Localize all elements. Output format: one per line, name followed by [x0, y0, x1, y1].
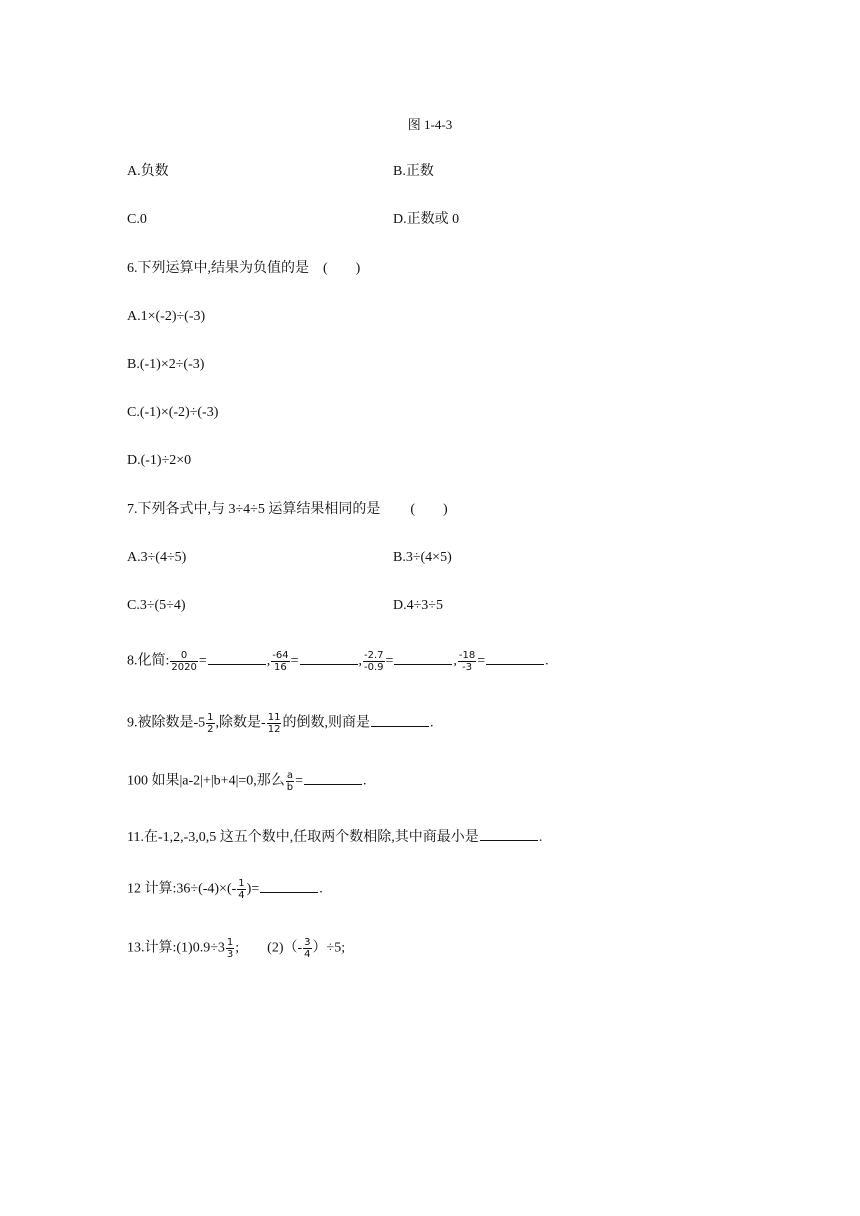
q13-fraction-2 [303, 937, 311, 960]
q10-fraction-num: a [286, 770, 294, 781]
q7-option-a: A.3÷(4÷5) [127, 550, 187, 565]
q10-text-1: 100 如果|a-2|+|b+4|=0,那么 [127, 773, 285, 789]
q9-text-2: ,除数是- [215, 715, 266, 731]
q8-fraction-2-den: 16 [274, 662, 287, 673]
q13-fraction-1-num: 1 [226, 937, 234, 948]
q10-fraction-den: b [286, 782, 294, 793]
q12-fraction-num: 1 [238, 878, 245, 889]
q9-answer-blank[interactable] [371, 714, 429, 727]
q9-end: . [429, 715, 434, 731]
q7-answer-paren: ( ) [410, 502, 448, 517]
q13-text-3: (2)（- [267, 940, 303, 956]
q13-text-4: ）÷5; [312, 940, 346, 956]
q6-answer-paren: ( ) [323, 261, 361, 276]
q8-answer-blank-4[interactable] [486, 652, 544, 665]
q8-separator-1: , [266, 653, 271, 669]
q10-end: . [363, 773, 367, 789]
q12-fraction-den: 4 [238, 890, 245, 901]
q8-fraction-4-num: -18 [458, 650, 476, 661]
q9-line [127, 712, 433, 735]
q9-fraction-2-num: 11 [267, 712, 281, 723]
q5-option-d: D.正数或 0 [393, 212, 460, 227]
q10-answer-blank[interactable] [304, 772, 362, 785]
q12-answer-blank[interactable] [260, 880, 318, 893]
q9-fraction-1-den: 2 [207, 724, 214, 735]
q8-answer-blank-2[interactable] [300, 652, 358, 665]
q12-text-1: 12 计算:36÷(-4)×(- [127, 881, 237, 897]
q9-fraction-1-num: 1 [207, 712, 214, 723]
q8-equals-1: = [198, 653, 207, 669]
q9-fraction-1 [206, 712, 214, 735]
q8-fraction-1-den: 2020 [171, 662, 197, 673]
q7-stem-text: 7.下列各式中,与 3÷4÷5 运算结果相同的是 [127, 502, 381, 517]
q12-end: . [319, 881, 323, 897]
q8-fraction-3-num: -2.7 [364, 650, 384, 661]
q8-fraction-1 [170, 650, 197, 673]
q12-fraction [237, 878, 245, 901]
q9-fraction-2 [267, 712, 282, 735]
q6-option-b: B.(-1)×2÷(-3) [127, 357, 205, 372]
q9-text-1: 9.被除数是-5 [127, 715, 206, 731]
q13-text-2: ; [235, 940, 240, 956]
q8-separator-3: , [453, 653, 457, 669]
q13-fraction-2-den: 4 [304, 949, 311, 960]
q5-option-a: A.负数 [127, 164, 169, 179]
q6-stem-text: 6.下列运算中,结果为负值的是 [127, 261, 309, 276]
q8-fraction-4 [458, 650, 476, 673]
q8-answer-blank-1[interactable] [208, 652, 266, 665]
q6-option-d: D.(-1)÷2×0 [127, 453, 192, 468]
q8-equals-2: = [290, 653, 299, 669]
q8-answer-blank-3[interactable] [394, 652, 452, 665]
q6-stem [127, 260, 360, 278]
q8-fraction-3-den: -0.9 [364, 662, 384, 673]
q8-fraction-2-num: -64 [272, 650, 289, 661]
q10-equals: = [295, 773, 304, 789]
q8-equals-4: = [477, 653, 486, 669]
q13-fraction-1 [226, 937, 234, 960]
q13-text-1: 13.计算:(1)0.9÷3 [127, 940, 225, 956]
q8-separator-2: , [358, 653, 362, 669]
q5-option-c: C.0 [127, 212, 147, 227]
figure-caption: 图 1-4-3 [407, 117, 453, 132]
q13-fraction-1-den: 3 [226, 949, 234, 960]
q6-option-c: C.(-1)×(-2)÷(-3) [127, 405, 219, 420]
q10-fraction [286, 770, 294, 793]
q7-stem [127, 501, 448, 519]
q8-fraction-1-num: 0 [170, 650, 197, 662]
q11-answer-blank[interactable] [480, 828, 538, 841]
q13-line [127, 937, 345, 960]
q10-line [127, 770, 367, 793]
q11-end: . [538, 830, 543, 845]
q7-option-b: B.3÷(4×5) [393, 550, 452, 565]
q8-prefix: 8.化简: [127, 653, 170, 669]
q6-option-a: A.1×(-2)÷(-3) [127, 309, 206, 324]
q12-text-2: )= [246, 881, 260, 897]
q11-text: 11.在-1,2,-3,0,5 这五个数中,任取两个数相除,其中商最小是 [127, 830, 479, 845]
q13-fraction-2-num: 3 [304, 937, 311, 948]
q8-line [127, 650, 549, 673]
q8-fraction-2 [271, 650, 289, 673]
q8-fraction-3 [363, 650, 385, 673]
q5-option-b: B.正数 [393, 164, 434, 179]
q8-equals-3: = [385, 653, 394, 669]
q9-fraction-2-den: 12 [267, 724, 281, 735]
q9-text-3: 的倒数,则商是 [282, 715, 370, 731]
q7-option-d: D.4÷3÷5 [393, 598, 443, 613]
q12-line [127, 878, 323, 901]
q11-line [127, 828, 542, 847]
q7-option-c: C.3÷(5÷4) [127, 598, 186, 613]
q8-end: . [545, 653, 549, 669]
q8-fraction-4-den: -3 [462, 662, 473, 673]
